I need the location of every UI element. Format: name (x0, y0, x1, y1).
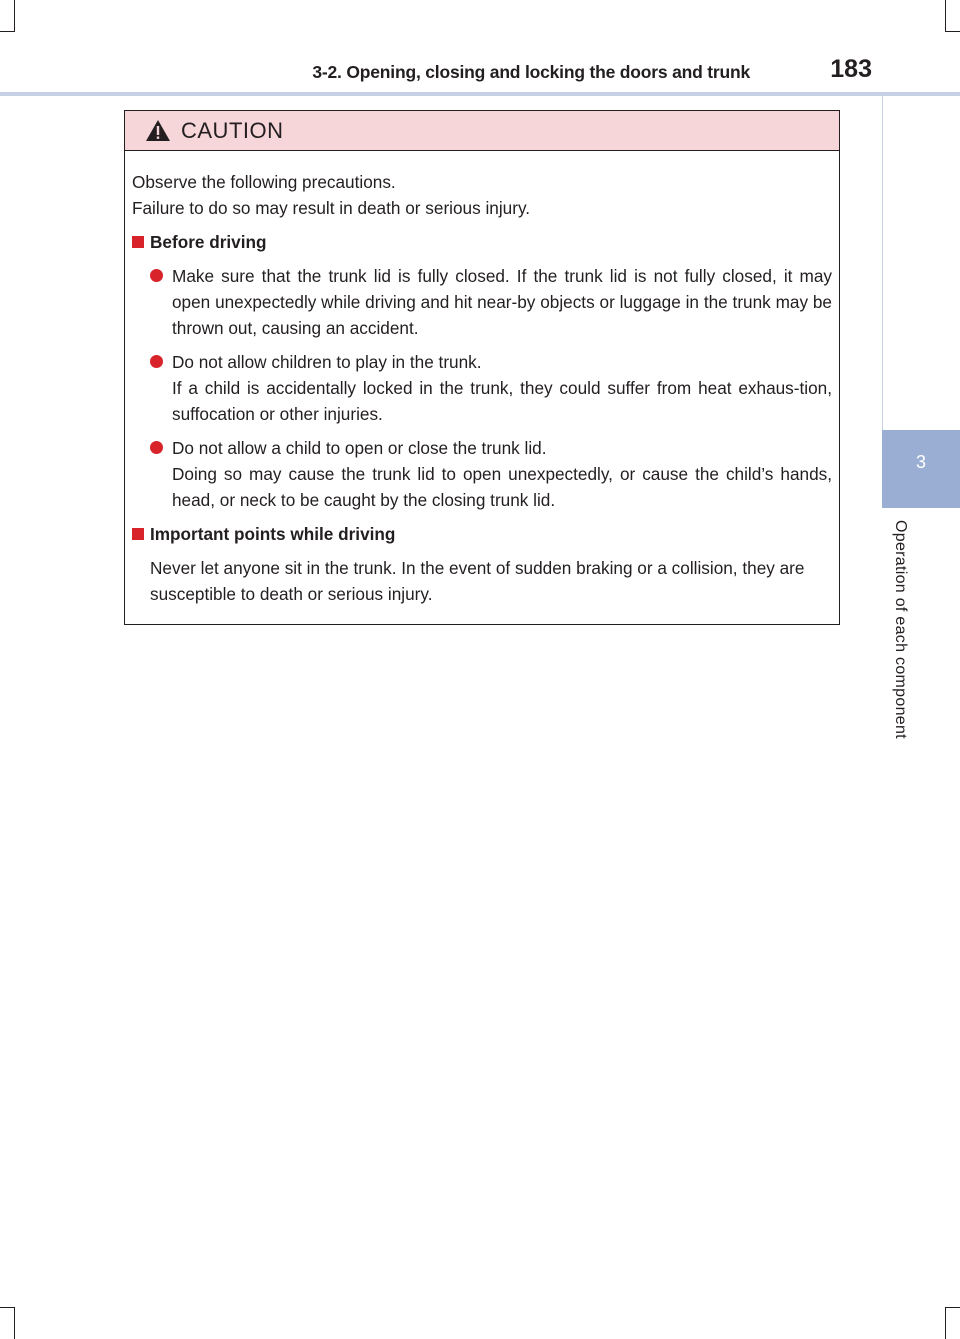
square-bullet-icon (132, 528, 144, 540)
round-bullet-icon (150, 269, 163, 282)
section-heading (132, 229, 832, 255)
list-item-text (172, 435, 832, 513)
section-heading (132, 521, 832, 547)
item-line: Make sure that the trunk lid is fully closed. If the trunk lid is not fully closed, it may open unexpectedly while driving and hit near-by objects or luggage in the trunk may be thrown out, causing an accident. (172, 266, 832, 338)
item-line: If a child is accidentally locked in the trunk, they could suffer from heat exhaus-tion, suffocation or other injuries. (172, 378, 832, 424)
list-item-text (172, 349, 832, 427)
caution-box (124, 110, 840, 625)
caution-title: CAUTION (181, 118, 284, 143)
chapter-number: 3 (915, 452, 926, 472)
caution-header (125, 111, 839, 151)
intro-line: Failure to do so may result in death or serious injury. (132, 198, 531, 218)
list-item (132, 263, 832, 341)
section-heading-text: Important points while driving (150, 524, 396, 544)
warning-triangle-icon (145, 119, 171, 142)
round-bullet-icon (150, 441, 163, 454)
crop-mark (0, 31, 15, 32)
page-number: 183 (830, 55, 872, 83)
list-item (132, 349, 832, 427)
section-title: 3-2. Opening, closing and locking the doors and trunk (312, 62, 750, 82)
crop-mark (945, 1307, 946, 1339)
crop-mark (945, 31, 960, 32)
header-rule (0, 92, 960, 96)
list-item (132, 435, 832, 513)
intro-line: Observe the following precautions. (132, 172, 396, 192)
caution-body (125, 151, 839, 607)
crop-mark (0, 1307, 15, 1308)
list-item-text (172, 263, 832, 341)
item-line: Do not allow a child to open or close the trunk lid. (172, 438, 547, 458)
item-line: Doing so may cause the trunk lid to open unexpectedly, or cause the child’s hands, head, or neck to be caught by the closing trunk lid. (172, 464, 832, 510)
round-bullet-icon (150, 355, 163, 368)
section-paragraph: Never let anyone sit in the trunk. In the event of sudden braking or a collision, they are susceptible to death or serious injury. (150, 558, 805, 604)
item-line: Do not allow children to play in the trunk. (172, 352, 482, 372)
crop-mark (14, 1307, 15, 1339)
caution-intro (132, 169, 832, 221)
chapter-tab (882, 430, 960, 508)
square-bullet-icon (132, 236, 144, 248)
crop-mark (14, 0, 15, 32)
crop-mark (945, 1307, 960, 1308)
crop-mark (945, 0, 946, 32)
chapter-title: Operation of each component (892, 520, 909, 739)
side-rule (882, 96, 960, 430)
section-heading-text: Before driving (150, 232, 267, 252)
